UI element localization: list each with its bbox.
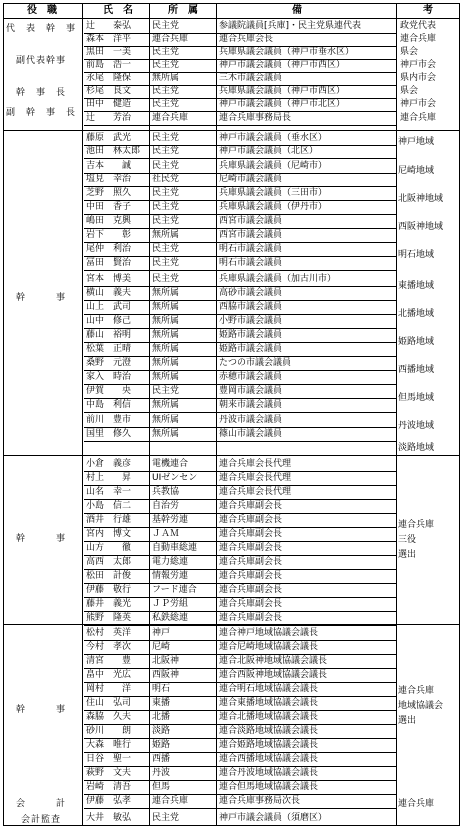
member-name: 伊藤 敬行 xyxy=(86,585,132,595)
member-name: 尾仲 利治 xyxy=(86,244,132,254)
table-row xyxy=(0,641,464,654)
member-note: 三木市議会議員 xyxy=(219,73,283,83)
table-row xyxy=(0,739,464,752)
member-remark xyxy=(400,570,458,583)
member-note: 連合兵庫副会長 xyxy=(219,599,283,609)
member-remark xyxy=(400,486,458,499)
member-note: 連合東播地域協議会議長 xyxy=(219,698,319,708)
table-row xyxy=(0,767,464,780)
row-separator xyxy=(84,441,396,442)
member-affiliation: 無所属 xyxy=(152,344,180,354)
section-divider-1 xyxy=(3,130,460,131)
member-affiliation: 無所属 xyxy=(152,415,180,425)
table-row xyxy=(0,753,464,766)
member-affiliation: 無所属 xyxy=(152,372,180,382)
member-affiliation: 無所属 xyxy=(152,288,180,298)
member-note: 連合丹波地域協議会議長 xyxy=(219,768,319,778)
member-note: 連合兵庫副会長 xyxy=(219,501,283,511)
table-row xyxy=(0,399,464,412)
member-note: 尼崎市議会議員 xyxy=(219,174,283,184)
table-row xyxy=(0,173,464,186)
table-row xyxy=(0,655,464,668)
header-name: 氏 名 xyxy=(103,5,133,16)
member-remark xyxy=(400,739,458,752)
member-affiliation: 基幹労連 xyxy=(152,515,189,525)
member-name: 小倉 義彦 xyxy=(86,459,132,469)
member-name: 日谷 聖一 xyxy=(86,754,132,764)
member-name: 今村 孝次 xyxy=(86,642,132,652)
member-name: 宮本 博美 xyxy=(86,274,132,284)
member-name: 山方 徹 xyxy=(86,543,132,553)
member-note: 篠山市議会議員 xyxy=(219,429,283,439)
member-affiliation: 民主党 xyxy=(152,86,180,96)
region-hokuban: 北播地域 xyxy=(398,309,435,319)
table-row xyxy=(0,371,464,384)
member-note: 連合神戸地域協議会議長 xyxy=(219,628,319,638)
member-affiliation: 連合兵庫 xyxy=(152,113,189,123)
member-note: 小野市議会議員 xyxy=(219,316,283,326)
member-note: 連合北播地域協議会議長 xyxy=(219,712,319,722)
member-note: 連合姫路地域協議会議長 xyxy=(219,740,319,750)
member-name: 伊賀 央 xyxy=(86,386,132,396)
member-note: 豊岡市議会議員 xyxy=(219,386,283,396)
table-row xyxy=(0,725,464,738)
table-row xyxy=(0,329,464,342)
member-affiliation: 自治労 xyxy=(152,501,180,511)
table-row xyxy=(0,132,464,145)
member-note: 連合北阪神地域協議会議長 xyxy=(219,656,328,666)
member-affiliation: 神戸 xyxy=(152,628,171,638)
member-note: 神戸市議会議員（神戸市西区） xyxy=(219,60,346,70)
member-note: 連合但馬地域協議会議長 xyxy=(219,782,319,792)
member-name: 藤山 裕明 xyxy=(86,330,132,340)
member-affiliation: 民主党 xyxy=(152,202,180,212)
member-note: 兵庫県議会議員（尼崎市） xyxy=(219,161,328,171)
member-affiliation: 民主党 xyxy=(152,216,180,226)
member-affiliation: 私鉄総連 xyxy=(152,613,189,623)
member-name: 永尾 隆保 xyxy=(86,73,132,83)
remark-rengo-3: 連合兵庫 xyxy=(398,799,435,809)
member-affiliation: ＪＡＭ xyxy=(152,529,180,539)
member-name: 前島 浩一 xyxy=(86,60,132,70)
member-name: 辻 芳治 xyxy=(86,113,132,123)
member-remark: 連合兵庫 xyxy=(400,34,437,44)
member-remark: 神戸市会 xyxy=(400,60,437,70)
table-row xyxy=(0,486,464,499)
member-remark xyxy=(400,598,458,611)
member-remark xyxy=(400,472,458,485)
table-row xyxy=(0,472,464,485)
table-row xyxy=(0,414,464,427)
table-row xyxy=(0,243,464,256)
table-row xyxy=(0,781,464,794)
role-secretary-3: 幹 事 xyxy=(15,705,66,715)
member-name: 藤原 武光 xyxy=(86,133,132,143)
table-row xyxy=(0,72,464,85)
member-remark xyxy=(400,584,458,597)
member-note: 連合兵庫事務局次長 xyxy=(219,796,301,806)
member-note: 兵庫県議会議員（伊丹市） xyxy=(219,202,328,212)
member-affiliation: 尼崎 xyxy=(152,642,171,652)
member-remark xyxy=(400,767,458,780)
table-row xyxy=(0,343,464,356)
member-name: 小島 信二 xyxy=(86,501,132,511)
member-note: 西宮市議会議員 xyxy=(219,216,283,226)
member-note: 連合兵庫会長代理 xyxy=(219,487,292,497)
member-name: 杉尾 良文 xyxy=(86,86,132,96)
member-note: 連合淡路地域協議会議長 xyxy=(219,726,319,736)
header-role: 役 職 xyxy=(27,5,57,16)
member-affiliation: 民主党 xyxy=(152,188,180,198)
member-name: 岩下 彰 xyxy=(86,230,132,240)
table-row xyxy=(0,570,464,583)
table-row xyxy=(0,229,464,242)
member-name: 酒井 行雄 xyxy=(86,515,132,525)
member-remark xyxy=(400,641,458,654)
table-row xyxy=(0,428,464,441)
member-note: 連合明石地域協議会議長 xyxy=(219,684,319,694)
member-note: 神戸市議会議員（須磨区） xyxy=(219,813,328,823)
member-affiliation: 民主党 xyxy=(152,386,180,396)
member-name: 松葉 正晴 xyxy=(86,344,132,354)
row-separator xyxy=(84,808,396,809)
member-note: 赤穂市議会議員 xyxy=(219,372,283,382)
member-note: 兵庫県議会議員（神戸市垂水区） xyxy=(219,47,355,57)
member-affiliation: ＪＰ労組 xyxy=(152,599,189,609)
member-affiliation: 西阪神 xyxy=(152,670,180,680)
member-name: 辻 泰弘 xyxy=(86,21,132,31)
table-row xyxy=(0,584,464,597)
member-name: 田中 健造 xyxy=(86,99,132,109)
member-note: 連合尼崎地域協議会議長 xyxy=(219,642,319,652)
table-row xyxy=(0,187,464,200)
member-note: 連合兵庫副会長 xyxy=(219,557,283,567)
member-affiliation: 無所属 xyxy=(152,73,180,83)
member-note: たつの市議会議員 xyxy=(219,358,292,368)
member-affiliation: 無所属 xyxy=(152,330,180,340)
table-row xyxy=(0,500,464,513)
member-affiliation: フード連合 xyxy=(152,585,197,595)
member-affiliation: 民主党 xyxy=(152,99,180,109)
member-name: 中島 利信 xyxy=(86,400,132,410)
table-row xyxy=(0,458,464,471)
member-affiliation: 自動車総連 xyxy=(152,543,198,553)
member-note: 姫路市議会議員 xyxy=(219,330,283,340)
member-name: 吉本 誠 xyxy=(86,161,132,171)
section-divider-2 xyxy=(3,455,460,456)
remark-rengo-1: 連合兵庫 xyxy=(398,520,435,530)
member-remark xyxy=(400,669,458,682)
member-affiliation: 連合兵庫 xyxy=(152,796,189,806)
member-name: 桑野 元澄 xyxy=(86,358,132,368)
member-affiliation: 情報労連 xyxy=(152,571,189,581)
member-name: 家入 時治 xyxy=(86,372,132,382)
member-note: 西宮市議会議員 xyxy=(219,230,283,240)
member-name: 清宮 豊 xyxy=(86,656,132,666)
member-remark xyxy=(400,655,458,668)
member-note: 神戸市議会議員（神戸市北区） xyxy=(219,99,346,109)
table-row xyxy=(0,145,464,158)
member-note: 連合西播地域協議会議長 xyxy=(219,754,319,764)
row-separator xyxy=(84,825,396,826)
member-name: 松村 英洋 xyxy=(86,628,132,638)
member-remark xyxy=(400,458,458,471)
member-note: 連合兵庫事務局長 xyxy=(219,113,292,123)
table-row xyxy=(0,556,464,569)
member-name: 宮内 博文 xyxy=(86,529,132,539)
member-affiliation: 兵教協 xyxy=(152,487,180,497)
member-note: 高砂市議会議員 xyxy=(219,288,283,298)
member-remark xyxy=(400,627,458,640)
member-note: 連合兵庫副会長 xyxy=(219,585,283,595)
row-separator xyxy=(84,412,396,413)
member-note: 神戸市議会議員（北区） xyxy=(219,146,319,156)
member-affiliation: 民主党 xyxy=(152,274,180,284)
row-separator xyxy=(84,158,396,159)
member-name: 国里 修久 xyxy=(86,429,132,439)
role-secretary-1: 幹 事 xyxy=(15,293,66,303)
header-divider xyxy=(3,18,460,19)
table-row xyxy=(0,627,464,640)
member-note: 兵庫県議会議員（加古川市） xyxy=(219,274,337,284)
member-affiliation: 連合兵庫 xyxy=(152,34,189,44)
member-affiliation: 民主党 xyxy=(152,244,180,254)
member-affiliation: 姫路 xyxy=(152,740,171,750)
member-affiliation: 但馬 xyxy=(152,782,171,792)
region-kobe: 神戸地域 xyxy=(398,137,435,147)
remark-chiiki-kyougikai: 地域協議会 xyxy=(398,701,444,711)
member-name: 嶋田 克興 xyxy=(86,216,132,226)
remark-sanyaku: 三役 xyxy=(398,535,417,545)
member-affiliation: 民主党 xyxy=(152,60,180,70)
member-name: 伊藤 弘孝 xyxy=(86,796,132,806)
member-affiliation: 民主党 xyxy=(152,21,180,31)
region-amagasaki: 尼崎地域 xyxy=(398,166,435,176)
member-name: 村上 昇 xyxy=(86,473,132,483)
member-affiliation: 民主党 xyxy=(152,258,180,268)
header-remark: 考 xyxy=(423,5,433,16)
member-name: 藤井 義光 xyxy=(86,599,132,609)
role-deputy-secretary: 副 幹 事 長 xyxy=(5,108,76,118)
member-name: 山上 武司 xyxy=(86,302,132,312)
member-note: 参議院議員[兵庫]・民主党県連代表 xyxy=(219,21,362,31)
remark-senshutsu-1: 選出 xyxy=(398,550,417,560)
role-auditor: 会計監査 xyxy=(20,815,61,825)
member-name: 岩崎 清吾 xyxy=(86,782,132,792)
region-tanba: 丹波地域 xyxy=(398,421,435,431)
member-affiliation: 電力総連 xyxy=(152,557,189,567)
member-note: 連合兵庫会長 xyxy=(219,34,274,44)
member-note: 西脇市議会議員 xyxy=(219,302,283,312)
section-divider-3 xyxy=(3,624,460,625)
member-affiliation: 無所属 xyxy=(152,316,180,326)
member-name: 住山 弘司 xyxy=(86,698,132,708)
member-name: 高西 太郎 xyxy=(86,557,132,567)
member-note: 兵庫県議会議員（三田市） xyxy=(219,188,328,198)
member-remark xyxy=(400,753,458,766)
member-remark: 県会 xyxy=(400,47,419,57)
region-akashi: 明石地域 xyxy=(398,250,435,260)
region-seiban: 西播地域 xyxy=(398,365,435,375)
member-note: 連合兵庫会長代理 xyxy=(219,473,292,483)
member-affiliation: 明石 xyxy=(152,684,171,694)
table-row xyxy=(0,357,464,370)
member-name: 山名 幸一 xyxy=(86,487,132,497)
member-note: 朝来市議会議員 xyxy=(219,400,283,410)
member-name: 松田 計俊 xyxy=(86,571,132,581)
row-separator xyxy=(84,625,396,626)
member-affiliation: 西播 xyxy=(152,754,171,764)
table-row xyxy=(0,273,464,286)
member-name: 砂川 朗 xyxy=(86,726,132,736)
remark-rengo-2: 連合兵庫 xyxy=(398,686,435,696)
member-note: 連合兵庫副会長 xyxy=(219,515,283,525)
member-affiliation: 東播 xyxy=(152,698,171,708)
member-affiliation: 民主党 xyxy=(152,133,180,143)
member-name: 森脇 久夫 xyxy=(86,712,132,722)
member-name: 大森 唯行 xyxy=(86,740,132,750)
region-touban: 東播地域 xyxy=(398,281,435,291)
member-name: 塩見 幸治 xyxy=(86,174,132,184)
table-row xyxy=(0,201,464,214)
member-note: 連合兵庫副会長 xyxy=(219,613,283,623)
table-row xyxy=(0,669,464,682)
region-himeji: 姫路地域 xyxy=(398,337,435,347)
member-note: 連合兵庫副会長 xyxy=(219,571,283,581)
member-affiliation: 無所属 xyxy=(152,302,180,312)
member-name: 冨田 賢治 xyxy=(86,258,132,268)
member-name: 横山 義夫 xyxy=(86,288,132,298)
member-affiliation: 無所属 xyxy=(152,358,180,368)
member-note: 神戸市議会議員（垂水区） xyxy=(219,133,328,143)
member-affiliation: 民主党 xyxy=(152,47,180,57)
role-secretary-general: 幹 事 長 xyxy=(15,88,66,98)
member-affiliation: 無所属 xyxy=(152,400,180,410)
member-name: 畠中 光広 xyxy=(86,670,132,680)
member-remark xyxy=(400,812,458,825)
member-name: 前川 豊市 xyxy=(86,415,132,425)
member-note: 兵庫県議会議員（神戸市西区） xyxy=(219,86,346,96)
row-separator xyxy=(84,270,396,271)
table-row xyxy=(0,257,464,270)
member-affiliation: 北阪神 xyxy=(152,656,180,666)
member-note: 明石市議会議員 xyxy=(219,258,283,268)
member-note: 丹波市議会議員 xyxy=(219,415,283,425)
member-name: 黒田 一美 xyxy=(86,47,132,57)
member-name: 中田 香子 xyxy=(86,202,132,212)
member-note: 明石市議会議員 xyxy=(219,244,283,254)
table-row xyxy=(0,514,464,527)
member-name: 池田 林太郎 xyxy=(86,146,141,156)
table-row xyxy=(0,598,464,611)
member-affiliation: 電機連合 xyxy=(152,459,189,469)
table-row xyxy=(0,215,464,228)
role-accountant: 会 計 xyxy=(15,799,66,809)
member-affiliation: 丹波 xyxy=(152,768,171,778)
member-remark: 県内市会 xyxy=(400,73,437,83)
member-name: 萩野 文夫 xyxy=(86,768,132,778)
member-affiliation: 社民党 xyxy=(152,174,180,184)
member-note: 連合兵庫会長代理 xyxy=(219,459,292,469)
header-note: 備 xyxy=(292,5,302,16)
table-row xyxy=(0,160,464,173)
region-awaji: 淡路地域 xyxy=(398,443,435,453)
member-remark: 連合兵庫 xyxy=(400,113,437,123)
member-remark: 政党代表 xyxy=(400,21,437,31)
member-remark xyxy=(400,500,458,513)
member-name: 芝野 照久 xyxy=(86,188,132,198)
member-name: 大井 敏弘 xyxy=(86,813,132,823)
header-affiliation: 所 属 xyxy=(168,5,198,16)
member-name: 岡村 洋 xyxy=(86,684,132,694)
region-kitahanshin: 北阪神地域 xyxy=(398,194,444,204)
member-name: 山中 修己 xyxy=(86,316,132,326)
member-affiliation: 北播 xyxy=(152,712,171,722)
member-remark xyxy=(400,781,458,794)
member-note: 連合西阪神地域協議会議長 xyxy=(219,670,328,680)
region-nishihanshin: 西阪神地域 xyxy=(398,222,444,232)
member-note: 連合兵庫副会長 xyxy=(219,543,283,553)
member-name: 森本 洋平 xyxy=(86,34,132,44)
member-remark: 県会 xyxy=(400,86,419,96)
member-name: 熊野 隆英 xyxy=(86,613,132,623)
table-row xyxy=(0,683,464,696)
row-separator xyxy=(84,125,396,126)
member-affiliation: 淡路 xyxy=(152,726,171,736)
table-row xyxy=(0,385,464,398)
member-note: 連合兵庫副会長 xyxy=(219,529,283,539)
role-representative: 代 表 幹 事 xyxy=(5,24,76,34)
role-secretary-2: 幹 事 xyxy=(15,534,66,544)
member-affiliation: UIゼンセン xyxy=(152,473,198,483)
member-affiliation: 無所属 xyxy=(152,429,180,439)
table-row xyxy=(0,315,464,328)
remark-senshutsu-2: 選出 xyxy=(398,716,417,726)
member-affiliation: 民主党 xyxy=(152,813,180,823)
member-affiliation: 民主党 xyxy=(152,161,180,171)
region-tajima: 但馬地域 xyxy=(398,393,435,403)
member-remark: 神戸市会 xyxy=(400,99,437,109)
member-affiliation: 民主党 xyxy=(152,146,180,156)
member-note: 姫路市議会議員 xyxy=(219,344,283,354)
member-affiliation: 無所属 xyxy=(152,230,180,240)
role-vice-representative: 副代表幹事 xyxy=(15,56,66,66)
